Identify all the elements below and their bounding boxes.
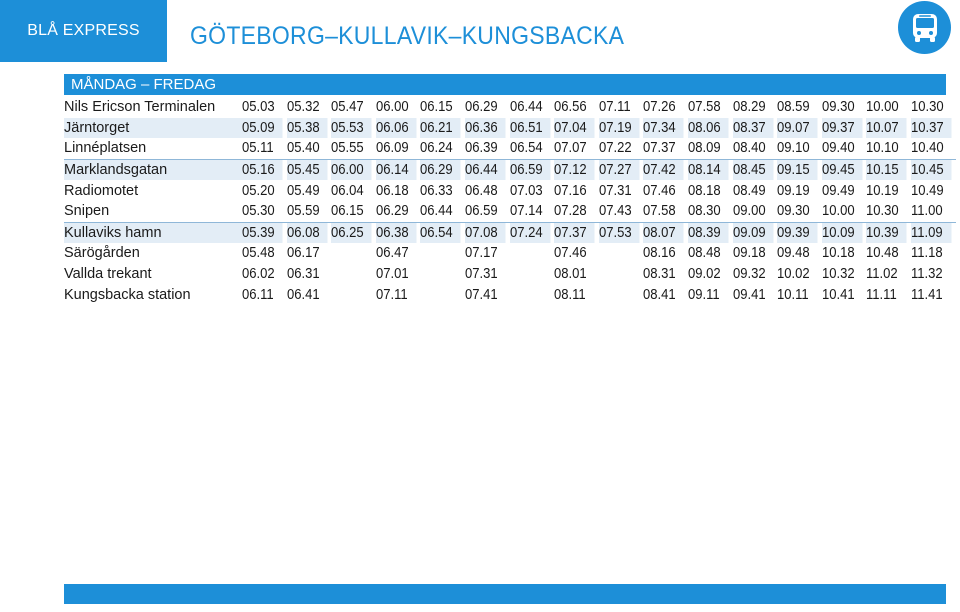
departure-time: 08.16 [643, 245, 677, 262]
departure-time: 08.39 [688, 222, 728, 243]
departure-time: 07.19 [599, 118, 639, 139]
departure-time: 06.51 [510, 118, 550, 139]
departure-time: 05.09 [242, 118, 282, 139]
timetable-row [64, 118, 956, 139]
departure-time: 10.30 [910, 99, 944, 116]
departure-time: 05.39 [242, 222, 282, 243]
departure-time: 09.18 [732, 245, 766, 262]
departure-time: 06.02 [242, 266, 275, 283]
departure-time: 05.32 [286, 99, 320, 116]
departure-time: 09.09 [733, 222, 773, 243]
departure-time: 07.12 [554, 159, 594, 180]
departure-time: 10.00 [822, 201, 862, 222]
departure-time: 08.49 [732, 182, 766, 199]
departure-time [420, 284, 460, 305]
departure-time: 06.00 [375, 99, 409, 116]
departure-time: 11.32 [910, 266, 943, 283]
departure-time: 06.31 [286, 266, 320, 283]
departure-time: 05.38 [287, 118, 327, 139]
departure-time: 07.27 [599, 159, 639, 180]
departure-time: 06.18 [375, 182, 409, 199]
stop-name: Radiomotet [64, 182, 139, 199]
departure-time: 05.47 [331, 99, 364, 116]
departure-time: 06.54 [510, 138, 550, 159]
departure-time: 07.07 [554, 138, 594, 159]
departure-time [510, 264, 550, 285]
departure-time: 07.42 [643, 159, 683, 180]
departure-time [331, 243, 371, 264]
timetable-row [64, 138, 956, 159]
timetable-row [64, 180, 956, 201]
departure-time: 10.18 [821, 245, 855, 262]
departure-time: 11.11 [866, 286, 898, 303]
departure-time: 07.31 [464, 266, 498, 283]
departure-time [599, 284, 639, 305]
stop-name: Vallda trekant [64, 266, 152, 283]
departure-time: 08.06 [688, 118, 728, 139]
departure-time: 07.24 [510, 222, 550, 243]
departure-time: 11.18 [910, 245, 943, 262]
departure-time: 10.45 [911, 159, 951, 180]
departure-time [599, 243, 639, 264]
departure-time: 06.41 [286, 286, 320, 303]
departure-time: 08.41 [643, 286, 677, 303]
departure-time: 05.20 [242, 182, 275, 199]
brand-label: BLÅ EXPRESS [0, 0, 167, 62]
departure-time: 05.11 [242, 138, 282, 159]
departure-time: 08.59 [777, 99, 810, 116]
route-title: GÖTEBORG–KULLAVIK–KUNGSBACKA [190, 22, 625, 50]
departure-time: 08.09 [688, 138, 728, 159]
departure-time: 09.32 [732, 266, 766, 283]
departure-time: 10.07 [866, 118, 906, 139]
departure-time: 10.09 [822, 222, 862, 243]
stop-name: Marklandsgatan [64, 159, 242, 180]
departure-time: 09.07 [777, 118, 817, 139]
timetable-row [64, 243, 956, 264]
departure-time: 06.44 [465, 159, 505, 180]
footer-bar [64, 584, 946, 604]
departure-time: 06.47 [375, 245, 409, 262]
departure-time: 06.00 [331, 159, 371, 180]
departure-time: 05.55 [331, 138, 371, 159]
departure-time: 07.03 [509, 182, 543, 199]
bus-icon [898, 1, 951, 54]
departure-time: 05.53 [331, 118, 371, 139]
departure-time: 10.40 [911, 138, 951, 159]
departure-time: 10.48 [866, 245, 899, 262]
timetable-row [64, 222, 956, 243]
departure-time: 11.09 [911, 222, 951, 243]
departure-time: 11.02 [866, 266, 899, 283]
departure-time: 06.24 [420, 138, 460, 159]
departure-time: 06.11 [242, 286, 274, 303]
departure-time: 06.06 [376, 118, 416, 139]
departure-time: 07.43 [599, 201, 639, 222]
departure-time: 07.04 [554, 118, 594, 139]
stop-name: Kullaviks hamn [64, 222, 242, 243]
departure-time [420, 264, 460, 285]
stop-name: Särögården [64, 245, 140, 262]
timetable-row [64, 97, 956, 118]
departure-time: 07.28 [554, 201, 594, 222]
departure-time: 09.10 [777, 138, 817, 159]
timetable-row [64, 264, 956, 285]
departure-time: 07.22 [599, 138, 639, 159]
departure-time: 06.59 [465, 201, 505, 222]
departure-time: 08.37 [733, 118, 773, 139]
departure-time: 10.11 [777, 286, 809, 303]
departure-time: 07.14 [510, 201, 550, 222]
timetable-row [64, 201, 956, 222]
departure-time: 08.31 [643, 266, 677, 283]
departure-time: 05.40 [287, 138, 327, 159]
departure-time: 06.44 [509, 99, 543, 116]
departure-time: 10.19 [866, 182, 899, 199]
departure-time: 07.16 [554, 182, 587, 199]
departure-time: 07.01 [375, 266, 409, 283]
departure-time: 06.04 [331, 182, 364, 199]
departure-time: 10.10 [866, 138, 906, 159]
departure-time: 06.29 [376, 201, 416, 222]
departure-time: 07.41 [464, 286, 498, 303]
departure-time: 06.48 [464, 182, 498, 199]
timetable [64, 97, 956, 305]
departure-time: 06.14 [376, 159, 416, 180]
departure-time: 08.29 [732, 99, 766, 116]
departure-time: 05.30 [242, 201, 282, 222]
stop-name: Järntorget [64, 118, 242, 139]
departure-time: 07.58 [643, 201, 683, 222]
departure-time: 07.58 [687, 99, 721, 116]
departure-time: 08.40 [733, 138, 773, 159]
departure-time: 06.56 [554, 99, 587, 116]
departure-time: 07.34 [643, 118, 683, 139]
departure-time [510, 284, 550, 305]
departure-time: 09.41 [732, 286, 766, 303]
departure-time: 10.41 [821, 286, 855, 303]
departure-time: 10.37 [911, 118, 951, 139]
departure-time: 10.30 [866, 201, 906, 222]
stop-name: Kungsbacka station [64, 286, 191, 303]
stop-name: Linnéplatsen [64, 138, 242, 159]
departure-time: 09.15 [777, 159, 817, 180]
departure-time: 06.21 [420, 118, 460, 139]
stop-name: Snipen [64, 201, 242, 222]
departure-time: 06.36 [465, 118, 505, 139]
departure-time: 06.29 [420, 159, 460, 180]
departure-time: 07.37 [643, 138, 683, 159]
timetable-row [64, 284, 956, 305]
departure-time: 10.49 [910, 182, 944, 199]
departure-time: 07.31 [598, 182, 632, 199]
departure-time: 06.17 [286, 245, 320, 262]
departure-time: 08.30 [688, 201, 728, 222]
departure-time: 09.37 [822, 118, 862, 139]
departure-time: 06.09 [376, 138, 416, 159]
departure-time: 07.11 [598, 99, 631, 116]
departure-time: 10.39 [866, 222, 906, 243]
departure-time: 06.15 [331, 201, 371, 222]
departure-time: 06.29 [464, 99, 498, 116]
departure-time: 09.11 [687, 286, 720, 303]
departure-time: 05.45 [287, 159, 327, 180]
departure-time: 09.40 [822, 138, 862, 159]
departure-time: 10.00 [866, 99, 899, 116]
departure-time: 08.18 [687, 182, 721, 199]
departure-time: 07.11 [375, 286, 408, 303]
departure-time: 09.19 [777, 182, 810, 199]
departure-time: 05.59 [287, 201, 327, 222]
departure-time: 06.59 [510, 159, 550, 180]
departure-time [510, 243, 550, 264]
departure-time: 05.49 [286, 182, 320, 199]
departure-time: 07.08 [465, 222, 505, 243]
departure-time: 09.02 [687, 266, 721, 283]
departure-time: 05.03 [242, 99, 275, 116]
departure-time: 06.54 [420, 222, 460, 243]
departure-time: 06.33 [420, 182, 454, 199]
day-label: MÅNDAG – FREDAG [64, 74, 946, 95]
departure-time: 08.11 [554, 286, 586, 303]
departure-time: 09.48 [777, 245, 810, 262]
departure-time: 11.00 [911, 201, 951, 222]
departure-time [599, 264, 639, 285]
departure-time: 09.49 [821, 182, 855, 199]
departure-time: 09.30 [821, 99, 855, 116]
departure-time: 07.53 [599, 222, 639, 243]
departure-time: 07.46 [643, 182, 677, 199]
departure-time: 05.48 [242, 245, 275, 262]
departure-time [331, 284, 371, 305]
departure-time: 10.15 [866, 159, 906, 180]
departure-time: 05.16 [242, 159, 282, 180]
departure-time: 06.15 [420, 99, 454, 116]
departure-time: 06.38 [376, 222, 416, 243]
departure-time: 11.41 [910, 286, 943, 303]
departure-time: 08.01 [554, 266, 587, 283]
timetable-row [64, 159, 956, 180]
departure-time: 09.30 [777, 201, 817, 222]
departure-time: 10.02 [777, 266, 810, 283]
departure-time: 10.32 [821, 266, 855, 283]
departure-time: 06.08 [287, 222, 327, 243]
departure-time: 07.46 [554, 245, 587, 262]
departure-time: 08.07 [643, 222, 683, 243]
departure-time [420, 243, 460, 264]
departure-time: 08.45 [733, 159, 773, 180]
departure-time: 07.26 [643, 99, 677, 116]
departure-time: 07.17 [464, 245, 498, 262]
departure-time: 09.00 [733, 201, 773, 222]
departure-time: 09.45 [822, 159, 862, 180]
departure-time: 08.48 [687, 245, 721, 262]
departure-time: 08.14 [688, 159, 728, 180]
departure-time: 06.25 [331, 222, 371, 243]
departure-time [331, 264, 371, 285]
departure-time: 07.37 [554, 222, 594, 243]
departure-time: 06.39 [465, 138, 505, 159]
departure-time: 06.44 [420, 201, 460, 222]
stop-name: Nils Ericson Terminalen [64, 99, 216, 116]
departure-time: 09.39 [777, 222, 817, 243]
